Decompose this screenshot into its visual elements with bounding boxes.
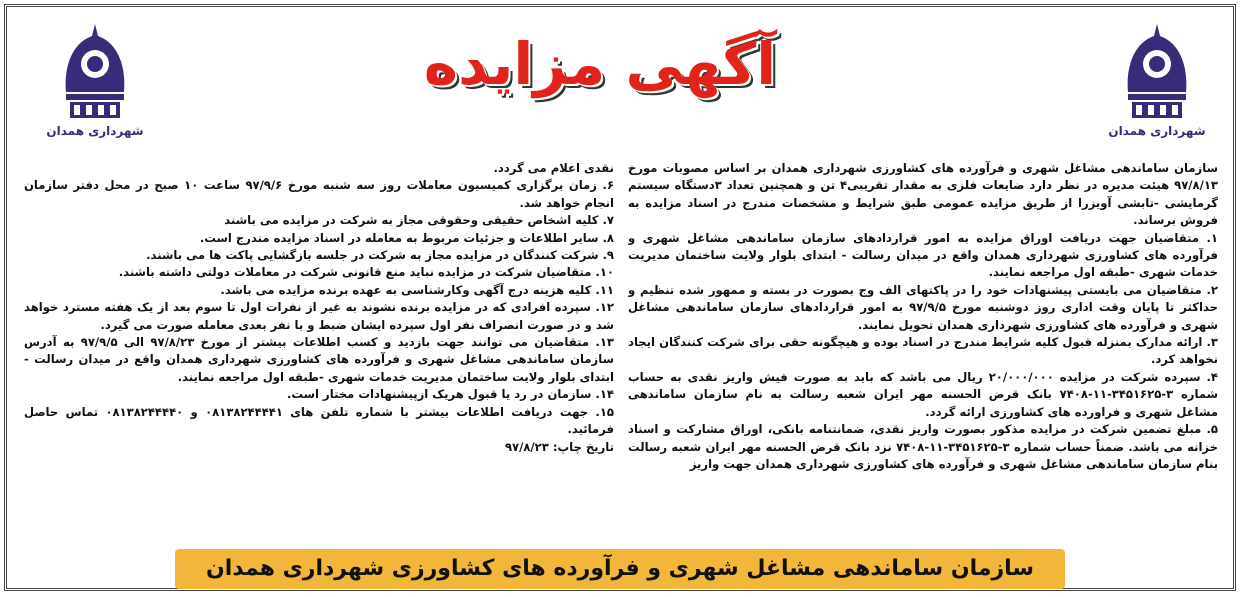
right-text-column [628,160,1218,550]
clause-12: ۱۲. سپرده افرادی که در مزایده برنده نشوند به غیر از نفرات اول تا سوم بعد از یک هفته مسترد خواهد شد و در صورت انصراف نفر اول سپرده ایشان ضبط و با نفر بعدی معامله صورت می گیرد. [24,300,614,332]
clause-4: ۴. سپرده شرکت در مزایده ۲۰/۰۰۰/۰۰۰ ریال می باشد که باید به صورت فیش واریز نقدی به حساب شماره ۳-۳۴۵۱۶۲۵-۱۱-۷۴۰۸ بانک قرض الحسنه مهر ایران شعبه رسالت به نام سازمان ساماندهی مشاغل شهری و فراورده های کشاورزی ارائه گردد. [628,369,1218,419]
clause-2: ۲. متقاضیان می بایستی پیشنهادات خود را در پاکتهای الف وج بصورت در بسته و ممهور شده تنظیم و حداکثر تا پایان وقت اداری روز دوشنبه مورخ ۹۷/۹/۵ به امور قراردادهای سازمان ساماندهی مشاغل شهری و فرآورده های کشاورزی شهرداری همدان تحویل نمایند. [628,282,1218,332]
clause-14: ۱۴. سازمان در رد یا قبول هریک ازپیشنهادات مختار است. [286,387,614,402]
logo-caption: شهرداری همدان [1108,124,1206,138]
clause-15: ۱۵. جهت دریافت اطلاعات بیشتر با شماره تلفن های ۰۸۱۳۸۲۴۴۴۴۱ و ۰۸۱۳۸۲۴۴۴۴۰ تماس حاصل فرمائید. [24,404,614,437]
clause-10: ۱۰. متقاضیان شرکت در مزایده نباید منع قانونی شرکت در معاملات دولتی داشته باشند. [118,265,614,280]
clause-3: ۳. ارائه مدارک بمنزله قبول کلیه شرایط مندرج در اسناد بوده و هیچگونه حقی برای شرکت کنندگان ایجاد نخواهد کرد. [628,335,1218,367]
left-text-column [24,160,614,550]
dome-emblem-icon [1122,22,1192,122]
logo-caption: شهرداری همدان [46,124,144,138]
clause-8: ۸. سایر اطلاعات و جزئیات مربوط به معامله در اسناد مزایده مندرج است. [199,230,614,245]
clause-6: ۶. زمان برگزاری کمیسیون معاملات روز سه شنبه مورخ ۹۷/۹/۶ ساعت ۱۰ صبح در محل دفتر سازمان انجام خواهد شد. [24,178,614,210]
intro-paragraph: سازمان ساماندهی مشاغل شهری و فرآورده های کشاورزی شهرداری همدان بر اساس مصوبات مورخ ۹۷/۸/۱۳ هیئت مدیره در نظر دارد ضایعات فلزی به مقدار تقریبی۴ تن و همچنین تعداد ۳دستگاه سیستم گرمایشی -تابشی آویزرا از طریق مزایده عمومی طبق شرایط و مشخصات مندرج در اسناد مزایده به فروش برساند. [628,161,1218,228]
clause-9: ۹. شرکت کنندگان در مزایده مجاز به شرکت در جلسه بازگشایی پاکت ها می باشند. [146,248,614,263]
page-title: آگهی مزایده [423,30,777,98]
dome-emblem-icon [60,22,130,122]
clause-13: ۱۳. متقاضیان می توانند جهت بازدید و کسب اطلاعات بیشتر از مورخ ۹۷/۸/۲۳ الی ۹۷/۹/۵ به آدرس سازمان ساماندهی مشاغل شهری و فرآورده های کشاورزی شهرداری همدان واقع در میدان رسالت - ابتدای بلوار ولایت ساختمان مدیریت خدمات شهری -طبقه اول مراجعه نمایند. [24,335,614,384]
print-date: تاریخ چاپ: ۹۷/۸/۲۳ [504,439,614,454]
clause-1: ۱. متقاضیان جهت دریافت اوراق مزایده به امور قراردادهای سازمان ساماندهی مشاغل شهری و فرآورده های کشاورزی شهرداری همدان واقع در میدان رسالت - ابتدای بلوار ولایت ساختمان مدیریت خدمات شهری -طبقه اول مراجعه نمایند. [628,230,1218,280]
clause-7: ۷. کلیه اشخاص حقیقی وحقوقی مجاز به شرکت در مزایده می باشند [224,213,614,228]
municipality-logo-right [1102,22,1212,150]
municipality-logo-left [40,22,150,150]
clause-11: ۱۱. کلیه هزینه درج آگهی وکارشناسی به عهده برنده مزایده می باشد. [220,282,614,297]
footer-banner: سازمان ساماندهی مشاغل شهری و فرآورده های کشاورزی شهرداری همدان [175,549,1065,589]
clause-5: ۵. مبلغ تضمین شرکت در مزایده مذکور بصورت واریز نقدی، ضمانتنامه بانکی، اوراق مشارکت و اسناد خزانه می باشد. ضمناً حساب شماره ۳-۳۴۵۱۶۲۵-۱۱-۷۴۰۸ نزد بانک قرض الحسنه مهر ایران شعبه رسالت بنام سازمان ساماندهی مشاغل شهری و فرآورده های کشاورزی شهرداری همدان جهت واریز [628,422,1218,471]
clause-5-continued: نقدی اعلام می گردد. [493,161,614,175]
